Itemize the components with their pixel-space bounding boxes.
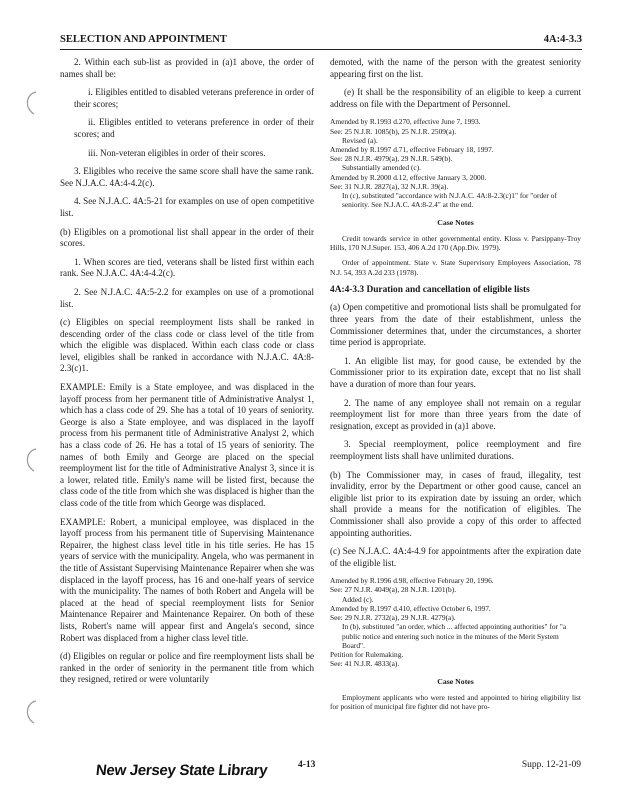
left-column bbox=[60, 57, 314, 693]
header-chapter-title: SELECTION AND APPOINTMENT bbox=[60, 34, 227, 45]
punch-hole-mark bbox=[18, 445, 44, 475]
continued-paragraph: demoted, with the name of the person with the greatest seniority appearing first on the list. bbox=[330, 57, 581, 79]
history-line: In (b), substituted "an order, which ... affected appointing authorities" for "a public notice and entering such notice in the minutes of the Merit System Board". bbox=[342, 622, 567, 650]
paragraph: 1. When scores are tied, veterans shall be listed first within each rank. See N.J.A.C. 4A:4-4.2(c). bbox=[60, 256, 314, 279]
case-notes-heading-2: Case Notes bbox=[437, 677, 474, 687]
history-line: Substantially amended (c). bbox=[342, 163, 422, 173]
paragraph: EXAMPLE: Robert, a municipal employee, was displaced in the layoff process from his permanent title of Supervising Maintenance Repairer, the highest class level title in his title series. He has 15 years of service with the municipality. Angela, who was permanent in the title of Assistant Supervising Maintenance Repairer when she was displaced in the layoff process, has 16 and one-half years of service with the municipality. The names of both Robert and Angela will be placed at the head of special reemployment lists for Senior Maintenance Repairer and Maintenance Repairer. On both of these lists, Robert's name will appear first and Angela's second, since Robert was displaced from a higher class level title. bbox=[60, 516, 314, 643]
paragraph: 2. See N.J.A.C. 4A:5-2.2 for examples on use of a promotional list. bbox=[60, 286, 314, 309]
case-notes-heading: Case Notes bbox=[437, 218, 474, 228]
amendment-history bbox=[330, 117, 581, 209]
case-note: Employment applicants who were tested and appointed to hiring eligibility list for position of municipal fire fighter did not have pro- bbox=[330, 692, 581, 712]
page-number: 4-13 bbox=[298, 760, 316, 770]
punch-hole-mark bbox=[18, 88, 44, 118]
paragraph: (c) Eligibles on special reemployment lists shall be ranked in descending order of the class code or class level of the title from which the eligible was displaced. Within each class code or class level, eligibles shall be ranked in accordance with N.J.A.C. 4A:8-2.3(c)1. bbox=[60, 317, 314, 374]
paragraph: 2. The name of any employee shall not remain on a regular reemployment list for more than three years from the date of resignation, except as provided in (a)1 above. bbox=[330, 397, 581, 431]
punch-hole-mark bbox=[18, 697, 44, 727]
history-line: In (c), substituted "accordance with N.J.A.C. 4A:8-2.3(c)1" for "order of seniority. See N.J.A.C. 4A:8-2.4" at the end. bbox=[342, 191, 557, 210]
paragraph: 1. An eligible list may, for good cause, be extended by the Commissioner prior to its expiration date, except that no list shall have a duration of more than four years. bbox=[330, 355, 581, 389]
history-line: Amended by R.1997 d.71, effective February 18, 1997. bbox=[330, 144, 494, 154]
paragraph: 2. Within each sub-list as provided in (a)1 above, the order of names shall be: bbox=[60, 57, 314, 79]
history-line: See: 41 N.J.R. 4833(a). bbox=[330, 659, 400, 669]
section-heading: 4A:4-3.3 Duration and cancellation of eligible lists bbox=[330, 284, 530, 295]
case-note: Credit towards service in other governmental entity. Kloss v. Parsippany-Troy Hills, 170 N.J.Super. 153, 406 A.2d 170 (App.Div. 1979). bbox=[330, 234, 581, 253]
history-line: Amended by R.1996 d.98, effective February 20, 1996. bbox=[330, 576, 494, 586]
paragraph: (b) The Commissioner may, in cases of fraud, illegality, test invalidity, error by the Department or other good cause, cancel an eligible list prior to its expiration date by issuing an order, which shall provide a means for the notification of eligibles. The Commissioner shall also provide a copy of this order to affected appointing authorities. bbox=[330, 469, 581, 538]
case-notes-2 bbox=[330, 693, 581, 711]
running-header bbox=[60, 33, 582, 50]
paragraph: (a) Open competitive and promotional lists shall be promulgated for three years from the date of their establishment, unless the Commissioner determines that, under the circumstances, a shorter time period is appropriate. bbox=[330, 302, 581, 348]
paragraph: 3. Special reemployment, police reemployment and fire reemployment lists shall have unlimited durations. bbox=[330, 439, 581, 461]
header-section-number: 4A:4-3.3 bbox=[543, 34, 582, 45]
supplement-date: Supp. 12-21-09 bbox=[521, 760, 581, 770]
history-line: Amended by R.1997 d.410, effective October 6, 1997. bbox=[330, 603, 491, 613]
history-line: Amended by R.2000 d.12, effective January 3, 2000. bbox=[330, 172, 487, 182]
paragraph: 4. See N.J.A.C. 4A:5-21 for examples on use of open competitive list. bbox=[60, 196, 314, 218]
paragraph: (c) See N.J.A.C. 4A:4-4.9 for appointments after the expiration date of the eligible list. bbox=[330, 546, 581, 568]
history-line: See: 25 N.J.R. 1085(b), 25 N.J.R. 2509(a). bbox=[330, 126, 457, 136]
paragraph: 3. Eligibles who receive the same score shall have the same rank. See N.J.A.C. 4A:4-4.2(c). bbox=[60, 166, 314, 188]
history-line: Added (c). bbox=[342, 594, 374, 604]
history-line: Revised (a). bbox=[342, 135, 378, 145]
history-line: See: 29 N.J.R. 2732(a), 29 N.J.R. 4279(a). bbox=[330, 613, 456, 623]
paragraph: ii. Eligibles entitled to veterans preference in order of their scores; and bbox=[74, 117, 314, 139]
history-line: See: 31 N.J.R. 2827(a), 32 N.J.R. 39(a). bbox=[330, 181, 449, 191]
paragraph: (d) Eligibles on regular or police and fire reemployment lists shall be ranked in the order of seniority in the permanent title from which they resigned, retired or were voluntarily bbox=[60, 651, 314, 685]
history-line: Petition for Rulemaking. bbox=[330, 649, 404, 659]
history-line: Amended by R.1993 d.270, effective June 7, 1993. bbox=[330, 117, 481, 127]
history-line: See: 28 N.J.R. 4979(a), 29 N.J.R. 549(b). bbox=[330, 154, 453, 164]
paragraph: EXAMPLE: Emily is a State employee, and was displaced in the layoff process from her permanent title of Administrative Analyst 1, which has a class code of 29. She has a total of 10 years of seniority. George is also a State employee, and was displaced in the layoff process from his permanent title of Administrative Analyst 2, which has a class code of 26. He has a total of 15 years of seniority. The names of both Emily and George are placed on the special reemployment list for the title of Administrative Analyst 3, since it is a lower, related title. Emily's name will be listed first, because the class code of the title from which she was displaced is higher than the class code of the title from which George was displaced. bbox=[60, 382, 314, 508]
case-note: Order of appointment. State v. State Supervisory Employees Association, 78 N.J. 54, 393 A.2d 233 (1978). bbox=[330, 258, 581, 277]
paragraph: iii. Non-veteran eligibles in order of their scores. bbox=[88, 147, 266, 158]
paragraph: (b) Eligibles on a promotional list shall appear in the order of their scores. bbox=[60, 226, 314, 249]
case-notes bbox=[330, 234, 581, 277]
paragraph-e: (e) It shall be the responsibility of an eligible to keep a current address on file with the Department of Personnel. bbox=[330, 87, 581, 109]
library-logo: New Jersey State Library bbox=[95, 762, 269, 779]
history-line: See: 27 N.J.R. 4049(a), 28 N.J.R. 1201(b). bbox=[330, 585, 457, 595]
paragraph: i. Eligibles entitled to disabled veterans preference in order of their scores; bbox=[74, 87, 314, 109]
right-column bbox=[330, 57, 581, 717]
section-body bbox=[330, 302, 581, 569]
amendment-history-2 bbox=[330, 576, 581, 668]
